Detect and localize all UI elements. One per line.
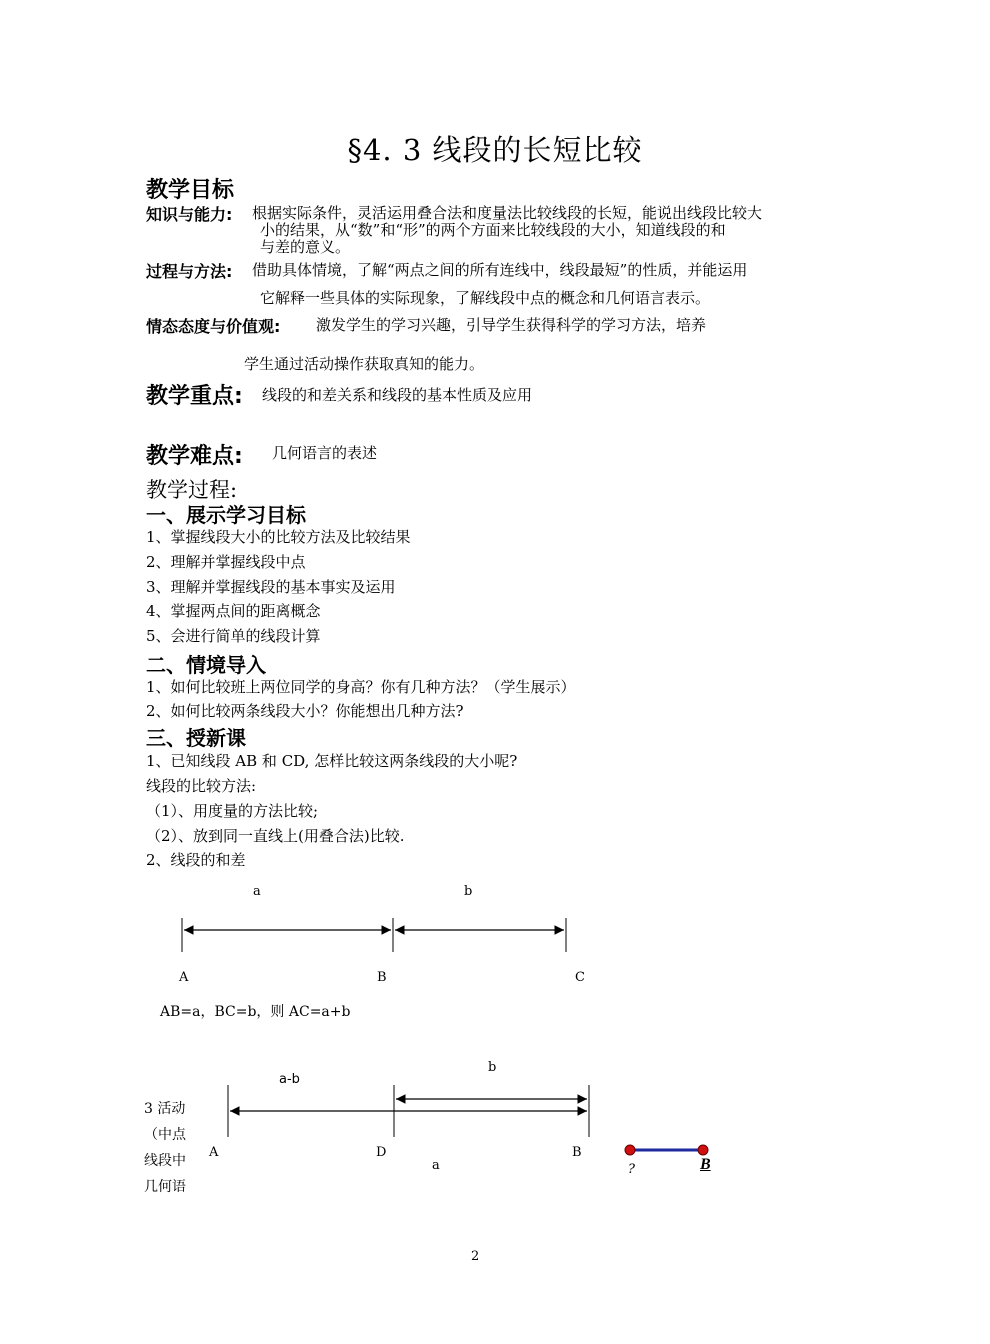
point-label: B — [572, 1145, 582, 1160]
list-item: 1、已知线段 AB 和 CD, 怎样比较这两条线段的大小呢? — [146, 752, 518, 770]
page-number: 2 — [471, 1249, 480, 1264]
partial-line: （中点 — [144, 1127, 186, 1143]
diagram1-caption: AB=a，BC=b，则 AC=a+b — [160, 1004, 351, 1020]
segment-label-a: a — [432, 1158, 440, 1173]
difficulties-text: 几何语言的表述 — [272, 444, 378, 462]
partial-line: 几何语 — [144, 1179, 186, 1195]
difficulties-label: 教学难点: — [146, 444, 243, 469]
list-item: 3、理解并掌握线段的基本事实及运用 — [146, 578, 396, 596]
list-item: 1、掌握线段大小的比较方法及比较结果 — [146, 528, 411, 546]
list-item: 2、线段的和差 — [146, 851, 246, 869]
segment-label-b: b — [488, 1060, 497, 1075]
knowledge-line: 小的结果，从“数”和“形”的两个方面来比较线段的大小，知道线段的和 — [260, 221, 726, 239]
partial-line: 3 活动 — [144, 1101, 186, 1117]
list-item: 5、会进行简单的线段计算 — [146, 627, 321, 645]
point-label: B — [377, 970, 387, 985]
point-label: D — [376, 1145, 387, 1160]
knowledge-label: 知识与能力: — [146, 205, 233, 224]
list-item: 2、如何比较两条线段大小？你能想出几种方法? — [146, 702, 464, 720]
list-item: 1、如何比较班上两位同学的身高？你有几种方法？（学生展示） — [146, 678, 576, 696]
list-item: 线段的比较方法: — [146, 777, 257, 795]
knowledge-line: 与差的意义。 — [260, 238, 351, 256]
point-label-b: B — [700, 1156, 711, 1173]
segment-label-a-minus-b: a-b — [279, 1072, 300, 1087]
list-item: （1）、用度量的方法比较; — [146, 802, 319, 820]
process-method-label: 过程与方法: — [146, 262, 233, 281]
process-method-line: 借助具体情境，了解“两点之间的所有连线中，线段最短”的性质，并能运用 — [252, 261, 748, 279]
attitude-line: 激发学生的学习兴趣，引导学生获得科学的学习方法，培养 — [316, 316, 707, 334]
partial-right-char: ? — [628, 1162, 635, 1177]
section-heading: 一、展示学习目标 — [146, 503, 306, 527]
section-heading: 二、情境导入 — [146, 653, 266, 677]
process-method-line: 它解释一些具体的实际现象，了解线段中点的概念和几何语言表示。 — [260, 289, 711, 307]
diagram2-lines — [228, 1085, 589, 1137]
key-points-text: 线段的和差关系和线段的基本性质及应用 — [262, 386, 533, 404]
objectives-heading: 教学目标 — [146, 178, 235, 203]
segment-label-b: b — [464, 884, 473, 899]
list-item: 2、理解并掌握线段中点 — [146, 553, 306, 571]
list-item: （2）、放到同一直线上(用叠合法)比较. — [146, 827, 405, 845]
partial-left-text — [144, 1098, 186, 1202]
page-title: §4. 3 线段的长短比较 — [347, 133, 643, 167]
segment-label-a: a — [253, 884, 261, 899]
attitude-label: 情态态度与价值观: — [146, 317, 281, 336]
key-points-label: 教学重点: — [146, 384, 243, 409]
partial-segment-figure — [625, 1145, 708, 1155]
attitude-line: 学生通过活动操作获取真知的能力。 — [244, 355, 485, 373]
list-item: 4、掌握两点间的距离概念 — [146, 602, 321, 620]
knowledge-line: 根据实际条件，灵活运用叠合法和度量法比较线段的长短，能说出线段比较大 — [252, 204, 763, 222]
partial-line: 线段中 — [144, 1153, 186, 1169]
diagram1-lines — [182, 918, 566, 952]
process-heading: 教学过程: — [146, 478, 238, 502]
section-heading: 三、授新课 — [146, 726, 246, 750]
point-label: A — [209, 1145, 219, 1160]
point-label: C — [575, 970, 585, 985]
point-label: A — [179, 970, 189, 985]
